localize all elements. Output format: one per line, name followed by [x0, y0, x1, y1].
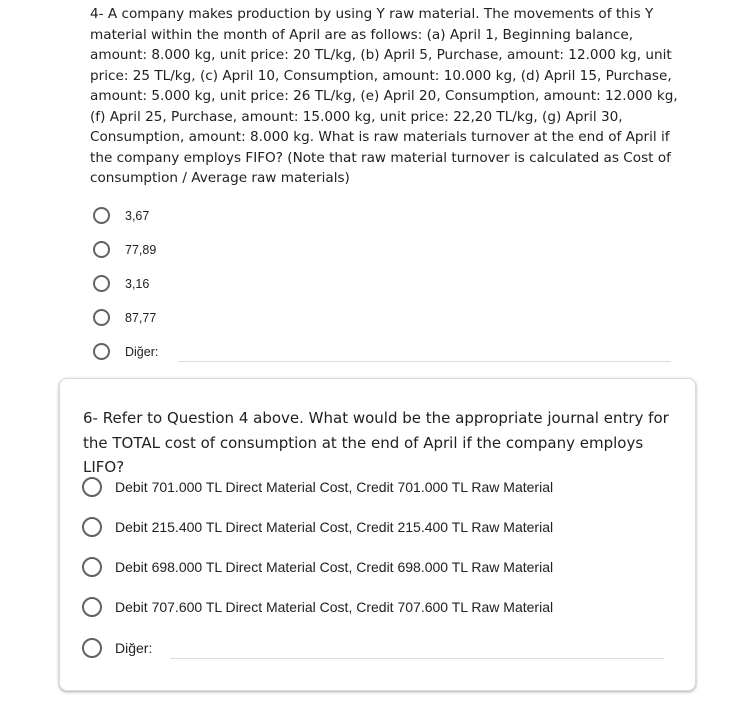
radio-button[interactable] — [82, 638, 102, 658]
radio-button[interactable] — [93, 275, 110, 292]
q4-option-3[interactable] — [93, 275, 149, 292]
question-6-card — [59, 378, 696, 691]
q6-option-2[interactable] — [82, 517, 553, 537]
q6-option-4[interactable] — [82, 597, 553, 617]
q4-option-1[interactable] — [93, 207, 149, 224]
q6-option-1-label: Debit 701.000 TL Direct Material Cost, Credit 701.000 TL Raw Material — [115, 479, 554, 495]
radio-button[interactable] — [93, 309, 110, 326]
q6-option-1[interactable] — [82, 477, 553, 497]
radio-button[interactable] — [93, 207, 110, 224]
question-4-text: 4- A company makes production by using Y raw material. The movements of this Y material within the month of April are as follows: (a) April 1, Beginning balance, amount: 8.000 kg, unit price: 20 TL/kg, (b) April 5, Purchase, amount: 12.000 kg, unit price: 25 TL/kg, (c) April 10, Consumption, amount: 10.000 kg, (d) April 15, Purchase, amount: 5.000 kg, unit price: 26 TL/kg, (e) April 20, Consumption, amount: 12.000 kg, (f) April 25, Purchase, amount: 15.000 kg, unit price: 22,20 TL/kg, (g) April 30, Consumption, amount: 8.000 kg. What is raw materials turnover at the end of April if the company employs FIFO? (Note that raw material turnover is calculated as Cost of consumption / Average raw materials) — [90, 6, 678, 186]
radio-button[interactable] — [82, 597, 102, 617]
q6-option-3[interactable] — [82, 557, 553, 577]
q6-other-label: Diğer: — [115, 640, 153, 656]
q6-option-3-label: Debit 698.000 TL Direct Material Cost, Credit 698.000 TL Raw Material — [115, 559, 554, 575]
q4-option-3-label: 3,16 — [125, 276, 150, 291]
q4-option-4-label: 87,77 — [125, 310, 157, 325]
q4-option-2-label: 77,89 — [125, 242, 157, 257]
q4-option-4[interactable] — [93, 309, 156, 326]
radio-button[interactable] — [82, 557, 102, 577]
q4-option-2[interactable] — [93, 241, 156, 258]
radio-button[interactable] — [82, 477, 102, 497]
q4-option-1-label: 3,67 — [125, 208, 150, 223]
q6-option-4-label: Debit 707.600 TL Direct Material Cost, Credit 707.600 TL Raw Material — [115, 599, 554, 615]
q4-other-input[interactable] — [178, 361, 671, 362]
radio-button[interactable] — [93, 343, 110, 360]
q6-option-2-label: Debit 215.400 TL Direct Material Cost, Credit 215.400 TL Raw Material — [115, 519, 554, 535]
radio-button[interactable] — [93, 241, 110, 258]
q6-other-input[interactable] — [170, 658, 664, 659]
q4-other-label: Diğer: — [125, 344, 159, 359]
question-6-text: 6- Refer to Question 4 above. What would be the appropriate journal entry for the TOTAL cost of consumption at the end of April if the company employs LIFO? — [83, 409, 669, 476]
q6-option-other[interactable] — [82, 638, 152, 658]
q4-option-other[interactable] — [93, 343, 158, 360]
radio-button[interactable] — [82, 517, 102, 537]
